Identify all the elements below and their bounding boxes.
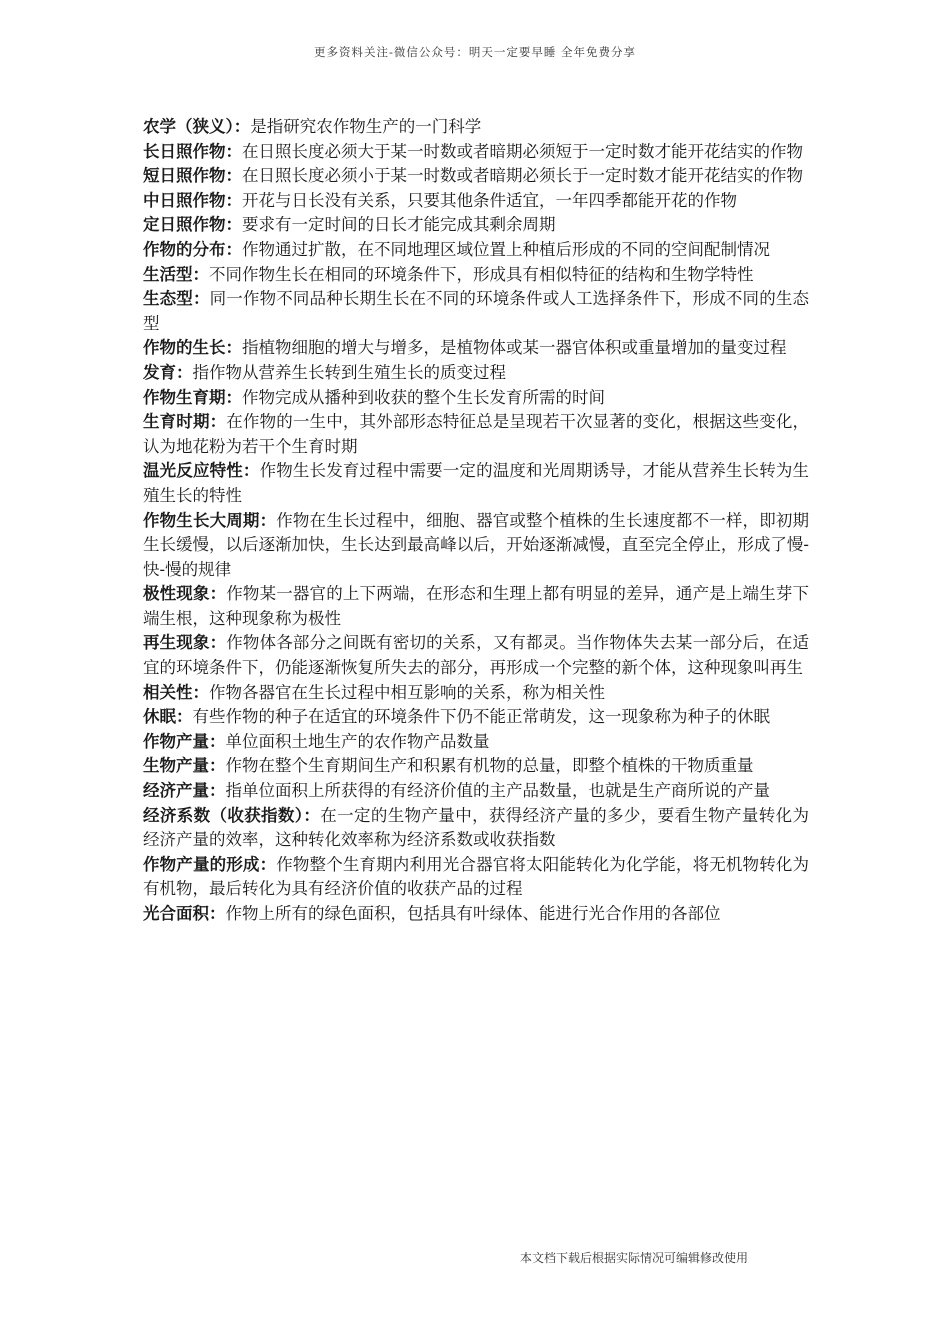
glossary-entry	[143, 509, 809, 583]
entry-definition: 不同作物生长在相同的环境条件下，形成具有相似特征的结构和生物学特性	[209, 264, 754, 284]
glossary-entry	[143, 582, 809, 631]
entry-definition: 在一定的生物产量中，获得经济产量的多少，要看生物产量转化为经济产量的效率，这种转化效率称为经济系数或收获指数	[143, 805, 810, 850]
entry-term: 经济系数（收获指数）：	[143, 805, 321, 825]
entry-term: 相关性：	[143, 682, 209, 702]
entry-term: 经济产量：	[143, 781, 226, 801]
glossary-entry	[143, 336, 809, 361]
entry-definition: 指单位面积上所获得的有经济价值的主产品数量，也就是生产商所说的产量	[225, 781, 770, 801]
entry-definition: 作物生长发育过程中需要一定的温度和光周期诱导，才能从营养生长转为生殖生长的特性	[143, 461, 810, 505]
glossary-entry	[143, 287, 809, 336]
glossary-entry	[143, 459, 809, 508]
glossary-entry	[143, 140, 809, 165]
entry-term: 作物生育期：	[143, 387, 242, 407]
entry-term: 短日照作物：	[143, 166, 242, 186]
entry-definition: 同一作物不同品种长期生长在不同的环境条件或人工选择条件下，形成不同的生态型	[143, 289, 810, 333]
entry-term: 生活型：	[143, 264, 209, 284]
glossary-entry	[143, 804, 809, 853]
entry-definition: 作物各器官在生长过程中相互影响的关系，称为相关性	[209, 682, 605, 702]
glossary-entry	[143, 779, 809, 804]
entry-definition: 在日照长度必须大于某一时数或者暗期必须短于一定时数才能开花结实的作物	[242, 141, 803, 161]
glossary-entry	[143, 164, 809, 189]
glossary-entry	[143, 115, 809, 140]
entry-term: 定日照作物：	[143, 215, 242, 235]
entry-term: 光合面积：	[143, 904, 226, 923]
entry-term: 作物产量的形成：	[143, 854, 277, 874]
entry-term: 生态型：	[143, 289, 210, 309]
glossary-entry	[143, 213, 809, 238]
entry-term: 休眠：	[143, 707, 193, 727]
entry-term: 中日照作物：	[143, 190, 242, 210]
entry-term: 发育：	[143, 362, 193, 382]
glossary	[143, 115, 809, 927]
entry-definition: 指作物从营养生长转到生殖生长的质变过程	[192, 362, 506, 382]
entry-definition: 作物体各部分之间既有密切的关系，又有都灵。当作物体失去某一部分后，在适宜的环境条件下，仍能逐渐恢复所失去的部分，再形成一个完整的新个体，这种现象叫再生	[143, 633, 810, 678]
glossary-entry	[143, 631, 809, 680]
entry-definition: 在作物的一生中，其外部形态特征总是呈现若干次显著的变化，根据这些变化，认为地花粉为若干个生育时期	[143, 412, 810, 456]
entry-term: 生物产量：	[143, 756, 226, 776]
entry-definition: 单位面积土地生产的农作物产品数量	[225, 731, 490, 751]
entry-definition: 作物整个生育期内利用光合器官将太阳能转化为化学能，将无机物转化为有机物，最后转化为具有经济价值的收获产品的过程	[143, 854, 810, 899]
glossary-entry	[143, 263, 809, 288]
glossary-entry	[143, 730, 809, 755]
entry-definition: 作物在整个生育期间生产和积累有机物的总量，即整个植株的干物质重量	[225, 756, 754, 776]
glossary-entry	[143, 902, 809, 927]
entry-definition: 指植物细胞的增大与增多，是植物体或某一器官体积或重量增加的量变过程	[242, 338, 787, 358]
entry-definition: 作物在生长过程中，细胞、器官或整个植株的生长速度都不一样，即初期生长缓慢，以后逐渐加快，生长达到最高峰以后，开始逐渐减慢，直至完全停止，形成了慢-快-慢的规律	[143, 510, 810, 579]
entry-term: 作物的生长：	[143, 338, 242, 358]
glossary-entry	[143, 361, 809, 386]
entry-definition: 作物某一器官的上下两端，在形态和生理上都有明显的差异，通产是上端生芽下端生根，这种现象称为极性	[143, 584, 810, 628]
entry-definition: 作物上所有的绿色面积，包括具有叶绿体、能进行光合作用的各部位	[225, 904, 721, 923]
entry-definition: 是指研究农作物生产的一门科学	[250, 117, 482, 136]
glossary-entry	[143, 754, 809, 779]
glossary-entry	[143, 705, 809, 730]
entry-term: 农学（狭义）：	[143, 117, 251, 136]
entry-definition: 开花与日长没有关系，只要其他条件适宜，一年四季都能开花的作物	[242, 190, 737, 210]
entry-term: 作物的分布：	[143, 239, 242, 259]
glossary-entry	[143, 853, 809, 902]
entry-term: 极性现象：	[143, 584, 227, 604]
glossary-entry	[143, 681, 809, 706]
entry-definition: 要求有一定时间的日长才能完成其剩余周期	[242, 215, 556, 235]
entry-term: 再生现象：	[143, 633, 227, 653]
entry-term: 长日照作物：	[143, 141, 242, 161]
page-header: 更多资料关注-微信公众号：明天一定要早睡 全年免费分享	[313, 45, 637, 59]
entry-term: 温光反应特性：	[143, 461, 260, 481]
glossary-entry	[143, 238, 809, 263]
entry-term: 生育时期：	[143, 412, 227, 432]
page-footer: 本文档下载后根据实际情况可编辑修改使用	[520, 1251, 749, 1265]
glossary-entry	[143, 189, 809, 214]
glossary-entry	[143, 386, 809, 411]
entry-definition: 作物完成从播种到收获的整个生长发育所需的时间	[242, 387, 605, 407]
entry-definition: 有些作物的种子在适宜的环境条件下仍不能正常萌发，这一现象称为种子的休眠	[192, 707, 770, 727]
glossary-entry	[143, 410, 809, 459]
entry-definition: 作物通过扩散，在不同地理区域位置上种植后形成的不同的空间配制情况	[242, 239, 770, 259]
entry-term: 作物生长大周期：	[143, 510, 277, 530]
entry-term: 作物产量：	[143, 731, 226, 751]
entry-definition: 在日照长度必须小于某一时数或者暗期必须长于一定时数才能开花结实的作物	[242, 166, 803, 186]
